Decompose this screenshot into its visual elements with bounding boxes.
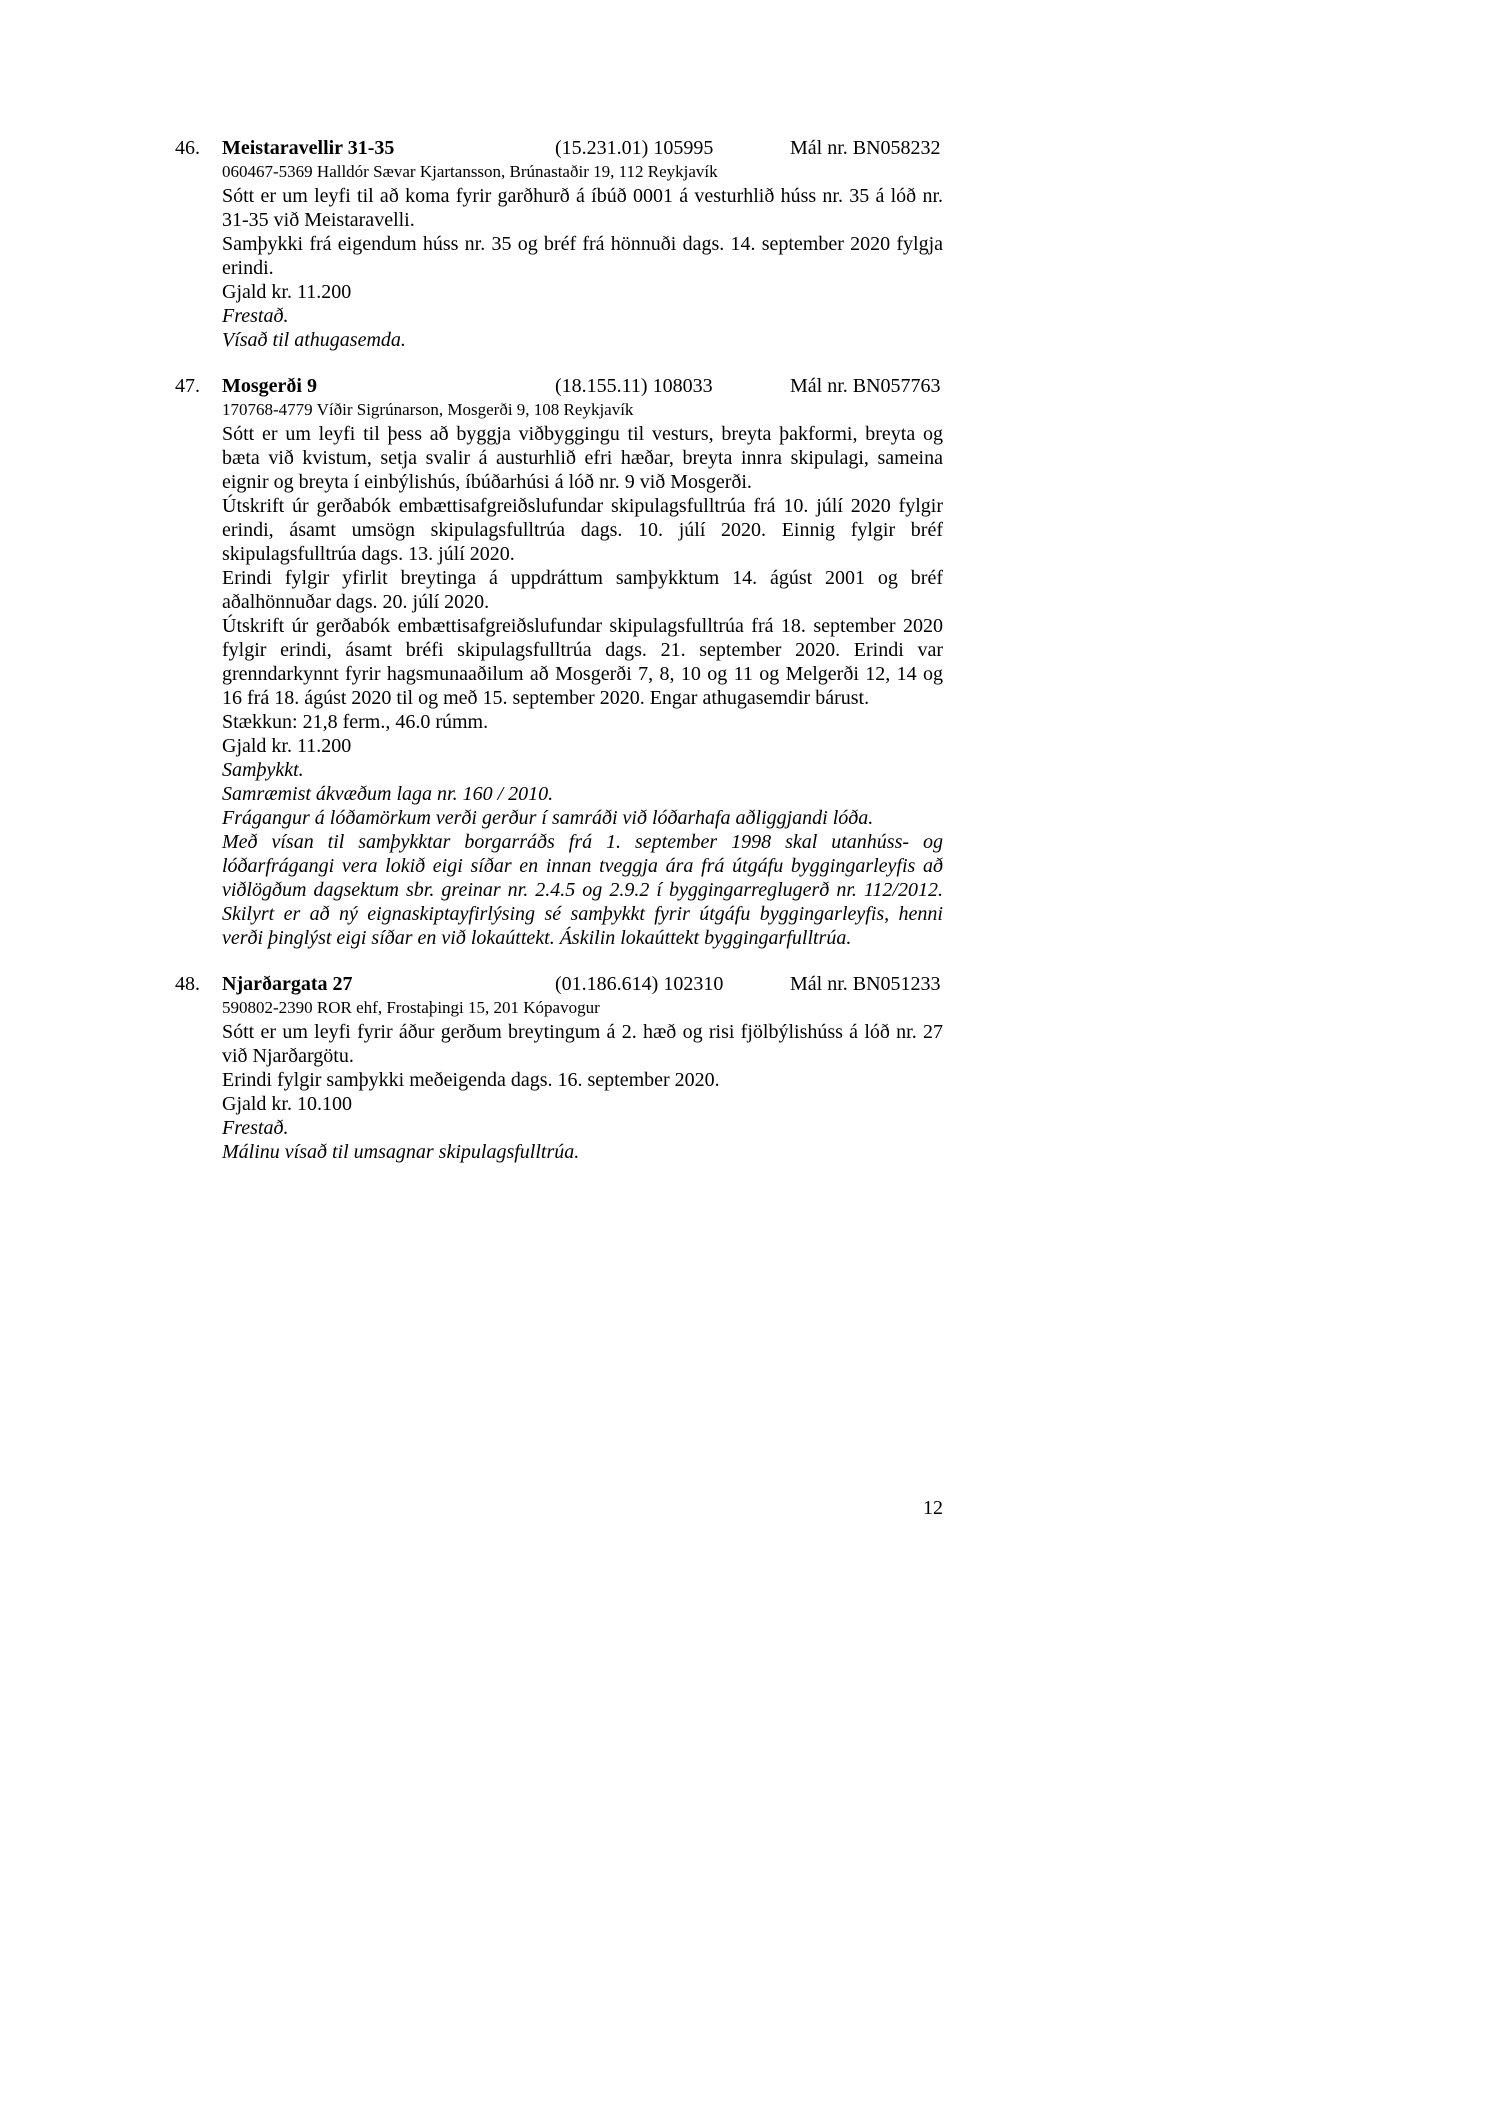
decision-line: Frestað.: [222, 305, 289, 327]
case-title: Mosgerði 9: [222, 375, 317, 397]
case-index: 47.: [175, 375, 200, 397]
applicant-line: 590802-2390 ROR ehf, Frostaþingi 15, 201 Kópavogur: [222, 998, 600, 1017]
decision-line: Vísað til athugasemda.: [222, 329, 406, 351]
applicant-line: 170768-4779 Víðir Sigrúnarson, Mosgerði 9, 108 Reykjavík: [222, 400, 634, 419]
case-file-number: Mál nr. BN051233: [790, 973, 941, 995]
decision-line: Samræmist ákvæðum laga nr. 160 / 2010.: [222, 783, 554, 805]
case-paragraph: Útskrift úr gerðabók embættisafgreiðslufundar skipulagsfulltrúa frá 18. september 2020 fylgir erindi, ásamt bréfi skipulagsfulltrúa dags. 21. september 2020. Erindi var grenndarkynnt fyrir hagsmunaaðilum að Mosgerði 7, 8, 10 og 11 og Melgerði 12, 14 og 16 frá 18. ágúst 2020 til og með 15. september 2020. Engar athugasemdir bárust.: [222, 615, 943, 709]
case-header: [175, 136, 943, 160]
case-paragraph: Sótt er um leyfi til að koma fyrir garðhurð á íbúð 0001 á vesturhlið húss nr. 35 á lóð nr. 31-35 við Meistaravelli.: [222, 185, 943, 231]
case-body: [175, 398, 943, 950]
case-item-46: [175, 136, 943, 352]
case-body: [175, 160, 943, 352]
applicant-line: 060467-5369 Halldór Sævar Kjartansson, Brúnastaðir 19, 112 Reykjavík: [222, 162, 718, 181]
case-title: Meistaravellir 31-35: [222, 137, 395, 159]
case-paragraph: Erindi fylgir yfirlit breytinga á uppdráttum samþykktum 14. ágúst 2001 og bréf aðalhönnuðar dags. 20. júlí 2020.: [222, 567, 943, 613]
decision-line: Frestað.: [222, 1117, 289, 1139]
fee-line: Gjald kr. 10.100: [222, 1093, 352, 1115]
case-title: Njarðargata 27: [222, 973, 353, 995]
case-paragraph: Útskrift úr gerðabók embættisafgreiðslufundar skipulagsfulltrúa frá 10. júlí 2020 fylgir erindi, ásamt umsögn skipulagsfulltrúa dags. 10. júlí 2020. Einnig fylgir bréf skipulagsfulltrúa dags. 13. júlí 2020.: [222, 495, 943, 565]
case-paragraph: Erindi fylgir samþykki meðeigenda dags. 16. september 2020.: [222, 1069, 720, 1091]
fee-line: Gjald kr. 11.200: [222, 281, 352, 303]
case-header: [175, 374, 943, 398]
case-reference: (18.155.11) 108033: [555, 375, 713, 397]
decision-line: Frágangur á lóðamörkum verði gerður í samráði við lóðarhafa aðliggjandi lóða.: [222, 807, 874, 829]
fee-line: Gjald kr. 11.200: [222, 735, 352, 757]
case-reference: (15.231.01) 105995: [555, 137, 714, 159]
case-index: 48.: [175, 973, 200, 995]
decision-line: Með vísan til samþykktar borgarráðs frá 1. september 1998 skal utanhúss- og lóðarfrágangi vera lokið eigi síðar en innan tveggja ára frá útgáfu byggingarleyfis að viðlögðum dagsektum sbr. greinar nr. 2.4.5 og 2.9.2 í byggingarreglugerð nr. 112/2012. Skilyrt er að ný eignaskiptayfirlýsing sé samþykkt fyrir útgáfu byggingarleyfis, henni verði þinglýst eigi síðar en við lokaúttekt. Áskilin lokaúttekt byggingarfulltrúa.: [222, 831, 943, 949]
case-paragraph: Samþykki frá eigendum húss nr. 35 og bréf frá hönnuði dags. 14. september 2020 fylgja erindi.: [222, 233, 943, 279]
case-file-number: Mál nr. BN057763: [790, 375, 941, 397]
case-item-47: [175, 374, 943, 950]
case-paragraph: Sótt er um leyfi til þess að byggja viðbyggingu til vesturs, breyta þakformi, breyta og bæta við kvistum, setja svalir á austurhlið efri hæðar, breyta innra skipulagi, sameina eignir og breyta í einbýlishús, íbúðarhúsi á lóð nr. 9 við Mosgerði.: [222, 423, 943, 493]
case-item-48: [175, 972, 943, 1164]
case-paragraph: Sótt er um leyfi fyrir áður gerðum breytingum á 2. hæð og risi fjölbýlishúss á lóð nr. 27 við Njarðargötu.: [222, 1021, 943, 1067]
case-body: [175, 996, 943, 1164]
case-header: [175, 972, 943, 996]
decision-line: Samþykkt.: [222, 759, 304, 781]
minutes-content: [175, 136, 943, 1186]
case-index: 46.: [175, 137, 200, 159]
size-line: Stækkun: 21,8 ferm., 46.0 rúmm.: [222, 711, 489, 733]
page-number: 12: [923, 1497, 943, 1519]
decision-line: Málinu vísað til umsagnar skipulagsfulltrúa.: [222, 1141, 580, 1163]
case-file-number: Mál nr. BN058232: [790, 137, 941, 159]
case-reference: (01.186.614) 102310: [555, 973, 724, 995]
